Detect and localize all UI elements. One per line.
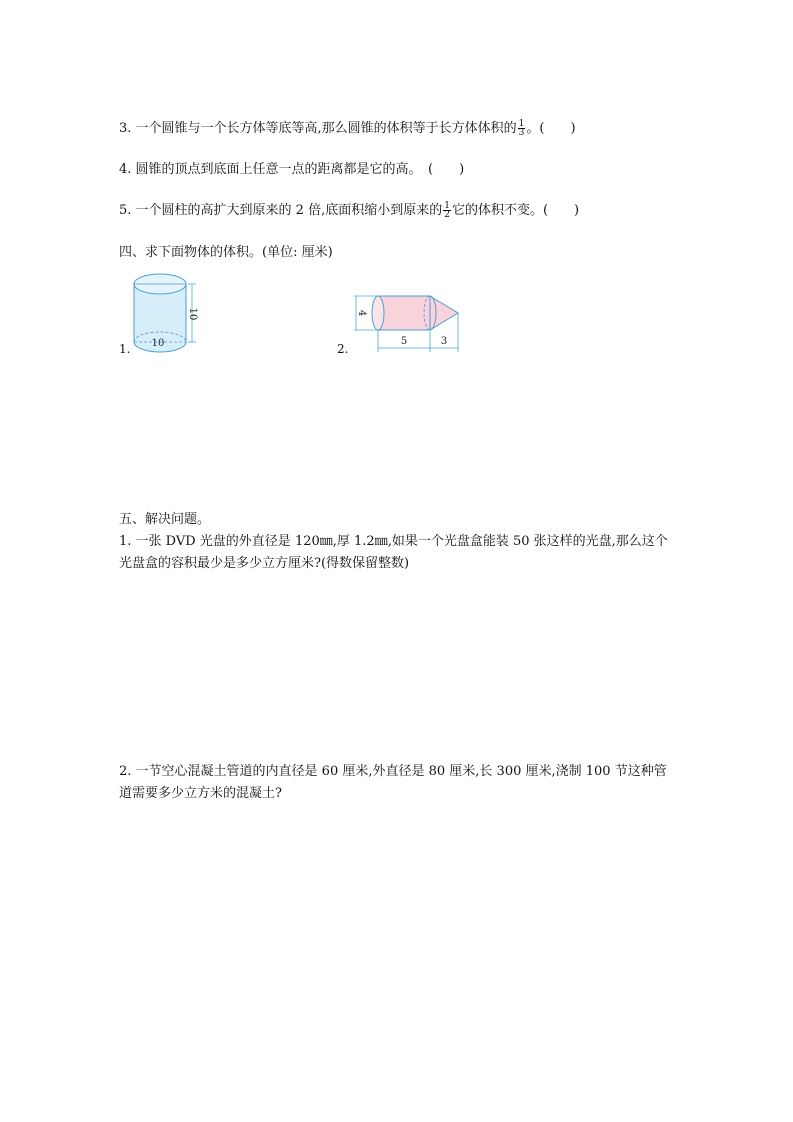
cylinder-figure xyxy=(128,268,208,360)
pencil-figure xyxy=(348,290,466,356)
problem-2-line-2: 道需要多少立方米的混凝土? xyxy=(119,786,282,801)
pencil-left-base xyxy=(372,296,384,330)
figure-1-label: 1. xyxy=(119,342,131,356)
question-3 xyxy=(119,120,576,137)
question-3-answer-paren: 。( ) xyxy=(526,121,576,136)
problem-2-line-1: 2. 一节空心混凝土管道的内直径是 60 厘米,外直径是 80 厘米,长 300 厘米,浇制 100 节这种管 xyxy=(119,764,667,779)
question-5 xyxy=(119,202,579,219)
question-3-text: 3. 一个圆锥与一个长方体等底等高,那么圆锥的体积等于长方体体积的 xyxy=(119,121,517,136)
fraction-one-third: $\frac{1}{3}$ xyxy=(518,119,525,138)
cylinder-height-label: 10 xyxy=(187,307,198,321)
question-5-answer-paren: 它的体积不变。( ) xyxy=(451,203,580,218)
pencil-cone-length-label: 3 xyxy=(440,336,448,347)
pencil-cylinder-body xyxy=(378,296,430,330)
problem-1-line-2: 光盘盒的容积最少是多少立方厘米?(得数保留整数) xyxy=(119,556,410,571)
fraction-one-half: $\frac{1}{2}$ xyxy=(444,201,450,220)
section-5-heading: 五、解决问题。 xyxy=(119,512,211,527)
pencil-cylinder-length-label: 5 xyxy=(400,336,408,347)
pencil-diameter-label: 4 xyxy=(356,309,367,317)
cylinder-diameter-label: 10 xyxy=(151,338,165,349)
figure-2-label: 2. xyxy=(337,342,349,356)
question-5-text: 5. 一个圆柱的高扩大到原来的 2 倍,底面积缩小到原来的 xyxy=(119,203,443,218)
question-4: 4. 圆锥的顶点到底面上任意一点的距离都是它的高。 ( ) xyxy=(119,162,465,177)
problem-1-line-1: 1. 一张 DVD 光盘的外直径是 120㎜,厚 1.2㎜,如果一个光盘盒能装 50 张这样的光盘,那么这个 xyxy=(119,534,668,549)
section-4-heading: 四、求下面物体的体积。(单位: 厘米) xyxy=(119,245,333,260)
